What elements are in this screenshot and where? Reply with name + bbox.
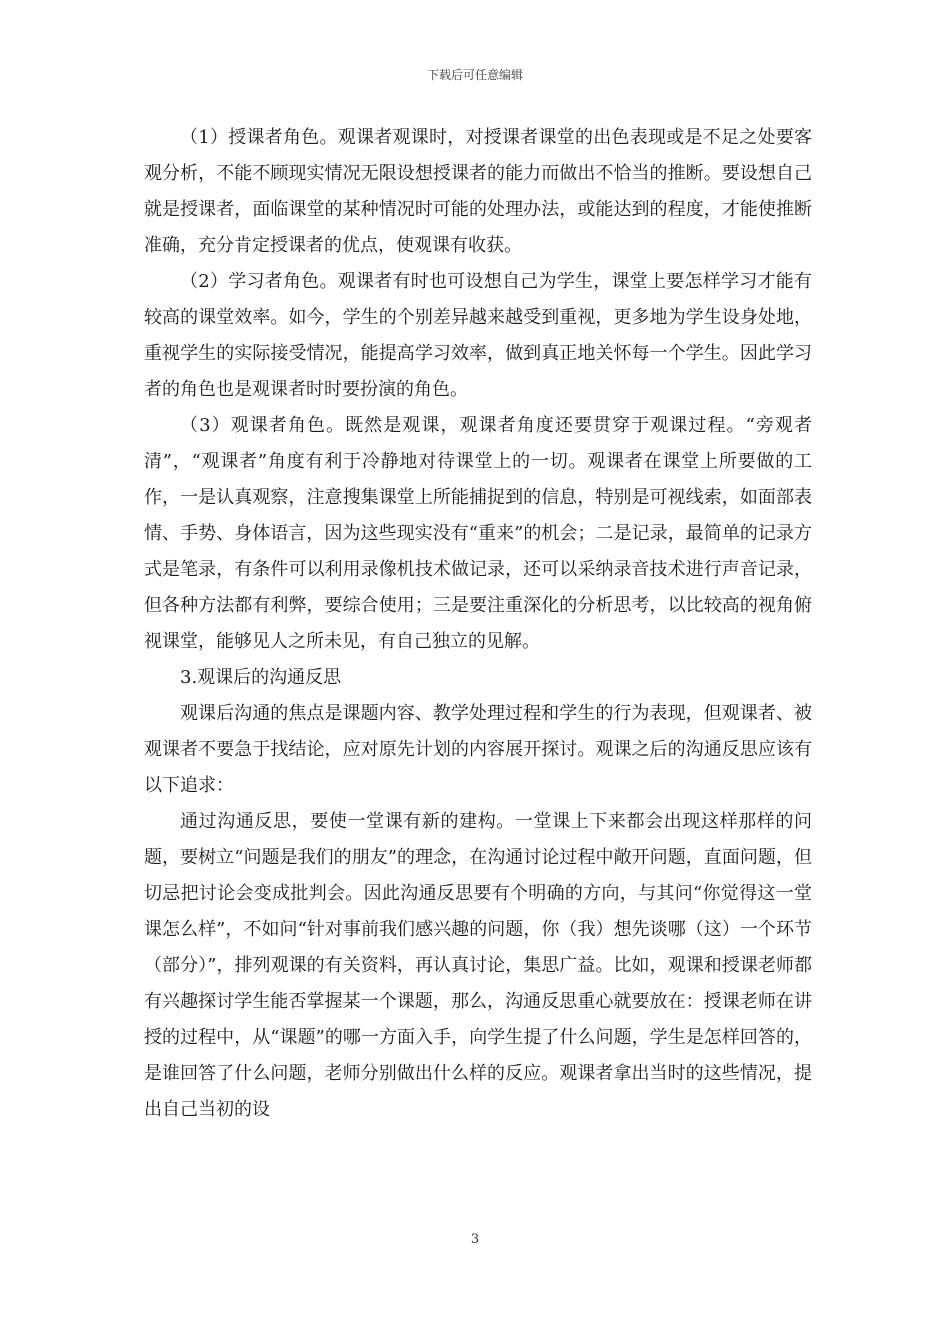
paragraph-observer-role: （3）观课者角色。既然是观课，观课者角度还要贯穿于观课过程。“旁观者清”，“观课者”角度有利于冷静地对待课堂上的一切。观课者在课堂上所要做的工作，一是认真观察，注意搜集课堂上所能捕捉到的信息，特别是可视线索，如面部表情、手势、身体语言，因为这些现实没有“重来”的机会；二是记录，最简单的记录方式是笔录，有条件可以利用录像机技术做记录，还可以采纳录音技术进行声音记录，但各种方法都有利弊，要综合使用；三是要注重深化的分析思考，以比较高的视角俯视课堂，能够见人之所未见，有自己独立的见解。 (144, 415, 812, 652)
page-number: 3 (470, 1232, 480, 1247)
section-heading-post-observation: 3.观课后的沟通反思 (180, 667, 342, 688)
paragraph-post-observation-focus: 观课后沟通的焦点是课题内容、教学处理过程和学生的行为表现，但观课者、被观课者不要急于找结论，应对原先计划的内容展开探讨。观课之后的沟通反思应该有以下追求： (144, 703, 812, 796)
paragraph-instructor-role: （1）授课者角色。观课者观课时，对授课者课堂的出色表现或是不足之处要客观分析，不能不顾现实情况无限设想授课者的能力而做出不恰当的推断。要设想自己就是授课者，面临课堂的某种情况时可能的处理办法，或能达到的程度，才能使推断准确，充分肯定授课者的优点，使观课有收获。 (144, 127, 812, 256)
paragraph-reflection-construction: 通过沟通反思，要使一堂课有新的建构。一堂课上下来都会出现这样那样的问题，要树立“问题是我们的朋友”的理念，在沟通讨论过程中敞开问题，直面问题，但切忌把讨论会变成批判会。因此沟通反思要有个明确的方向，与其问“你觉得这一堂课怎么样”，不如问“针对事前我们感兴趣的问题，你（我）想先谈哪（这）一个环节（部分）”，排列观课的有关资料，再认真讨论，集思广益。比如，观课和授课老师都有兴趣探讨学生能否掌握某一个课题，那么，沟通反思重心就要放在：授课老师在讲授的过程中，从“课题”的哪一方面入手，向学生提了什么问题，学生是怎样回答的，是谁回答了什么问题，老师分别做出什么样的反应。观课者拿出当时的这些情况，提出自己当初的设 (144, 811, 812, 1120)
page-header: 下载后可任意编辑 (426, 68, 523, 82)
document-body (144, 120, 812, 1128)
paragraph-learner-role: （2）学习者角色。观课者有时也可设想自己为学生，课堂上要怎样学习才能有较高的课堂效率。如今，学生的个别差异越来越受到重视，更多地为学生设身处地，重视学生的实际接受情况，能提高学习效率，做到真正地关怀每一个学生。因此学习者的角色也是观课者时时要扮演的角色。 (144, 271, 812, 400)
